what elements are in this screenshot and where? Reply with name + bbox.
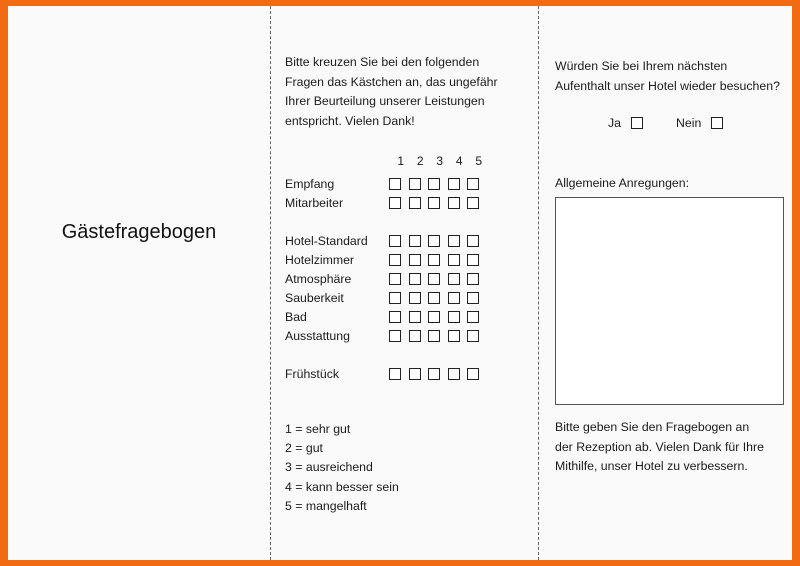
rating-checkbox[interactable]	[448, 254, 460, 266]
legend-item: 2 = gut	[285, 441, 323, 456]
intro-line: Fragen das Kästchen an, das ungefähr	[285, 74, 498, 89]
rating-checkbox[interactable]	[448, 178, 460, 190]
rating-checkbox[interactable]	[428, 311, 440, 323]
rating-legend	[285, 420, 399, 516]
closing-line: der Rezeption ab. Vielen Dank für Ihre	[555, 439, 764, 454]
scale-number: 5	[475, 154, 483, 168]
rating-checkbox[interactable]	[389, 368, 401, 380]
rating-checkbox[interactable]	[409, 178, 421, 190]
criterion-label: Ausstattung	[285, 328, 350, 343]
scale-number: 4	[455, 154, 463, 168]
rating-checkbox[interactable]	[428, 235, 440, 247]
rating-checkbox[interactable]	[409, 292, 421, 304]
question-line: Aufenthalt unser Hotel wieder besuchen?	[555, 78, 780, 93]
rating-checkbox[interactable]	[428, 330, 440, 342]
legend-item: 4 = kann besser sein	[285, 479, 399, 494]
legend-item: 5 = mangelhaft	[285, 498, 367, 513]
rating-row-hotelzimmer	[285, 250, 487, 269]
comments-label: Allgemeine Anregungen:	[555, 176, 689, 190]
rating-checkbox[interactable]	[409, 235, 421, 247]
rating-checkbox[interactable]	[389, 330, 401, 342]
intro-line: Bitte kreuzen Sie bei den folgenden	[285, 55, 480, 69]
rating-checkbox[interactable]	[428, 178, 440, 190]
rating-checkbox[interactable]	[448, 273, 460, 285]
rating-checkbox[interactable]	[409, 254, 421, 266]
rating-checkbox[interactable]	[389, 292, 401, 304]
comments-textbox[interactable]	[555, 197, 784, 405]
criterion-label: Mitarbeiter	[285, 195, 344, 210]
rating-checkbox[interactable]	[389, 197, 401, 209]
closing-text	[555, 418, 790, 477]
rating-checkbox[interactable]	[467, 292, 479, 304]
rating-checkbox[interactable]	[448, 197, 460, 209]
criterion-label: Sauberkeit	[285, 290, 344, 305]
rating-row-empfang	[285, 174, 487, 193]
cover-panel	[8, 6, 270, 560]
rating-checkbox[interactable]	[409, 330, 421, 342]
criterion-label: Frühstück	[285, 366, 339, 381]
legend-item: 1 = sehr gut	[285, 422, 351, 436]
rating-panel	[270, 6, 538, 560]
rating-checkbox[interactable]	[448, 311, 460, 323]
criterion-label: Hotelzimmer	[285, 252, 355, 267]
rating-checkbox[interactable]	[467, 311, 479, 323]
rating-checkbox[interactable]	[467, 368, 479, 380]
rating-checkbox[interactable]	[467, 330, 479, 342]
rating-checkbox[interactable]	[428, 254, 440, 266]
rating-checkbox[interactable]	[448, 368, 460, 380]
rating-checkbox[interactable]	[448, 330, 460, 342]
rating-checkbox[interactable]	[389, 178, 401, 190]
rating-checkbox[interactable]	[448, 235, 460, 247]
rating-checkbox[interactable]	[409, 368, 421, 380]
rating-row-ausstattung	[285, 326, 487, 345]
rating-row-sauberkeit	[285, 288, 487, 307]
rating-checkbox[interactable]	[389, 311, 401, 323]
yes-label: Ja	[608, 116, 621, 130]
intro-line: entspricht. Vielen Dank!	[285, 113, 415, 128]
rating-checkbox[interactable]	[467, 273, 479, 285]
intro-text	[285, 53, 525, 131]
no-label: Nein	[676, 116, 702, 130]
rating-checkbox[interactable]	[467, 235, 479, 247]
closing-line: Mithilfe, unser Hotel zu verbessern.	[555, 459, 748, 473]
feedback-panel	[538, 6, 792, 560]
criterion-label: Hotel-Standard	[285, 233, 368, 248]
criterion-label: Bad	[285, 309, 307, 324]
no-checkbox[interactable]	[711, 117, 723, 129]
rating-checkbox[interactable]	[428, 197, 440, 209]
no-option	[676, 116, 723, 130]
yes-option	[608, 116, 643, 130]
criterion-label: Empfang	[285, 176, 335, 191]
rating-checkbox[interactable]	[428, 273, 440, 285]
rating-checkbox[interactable]	[409, 311, 421, 323]
scale-number: 1	[397, 154, 405, 168]
rating-checkbox[interactable]	[428, 292, 440, 304]
yes-checkbox[interactable]	[631, 117, 643, 129]
rating-checkbox[interactable]	[467, 178, 479, 190]
rating-row-mitarbeiter	[285, 193, 487, 212]
rating-checkbox[interactable]	[389, 235, 401, 247]
rating-checkbox[interactable]	[409, 197, 421, 209]
rating-checkbox[interactable]	[448, 292, 460, 304]
form-title: Gästefragebogen	[61, 221, 217, 243]
rating-row-atmosphaere	[285, 269, 487, 288]
rating-checkbox[interactable]	[389, 254, 401, 266]
revisit-question	[555, 57, 790, 96]
rating-checkbox[interactable]	[409, 273, 421, 285]
rating-checkbox[interactable]	[467, 254, 479, 266]
criterion-label: Atmosphäre	[285, 271, 352, 286]
rating-row-hotel-standard	[285, 231, 487, 250]
rating-row-bad	[285, 307, 487, 326]
rating-checkbox[interactable]	[428, 368, 440, 380]
scale-number: 3	[436, 154, 444, 168]
closing-line: Bitte geben Sie den Fragebogen an	[555, 420, 750, 434]
scale-header	[391, 154, 489, 168]
rating-checkbox[interactable]	[467, 197, 479, 209]
rating-checkbox[interactable]	[389, 273, 401, 285]
scale-number: 2	[416, 154, 424, 168]
question-line: Würden Sie bei Ihrem nächsten	[555, 59, 728, 73]
legend-item: 3 = ausreichend	[285, 460, 373, 475]
intro-line: Ihrer Beurteilung unserer Leistungen	[285, 94, 485, 108]
rating-row-fruehstueck	[285, 364, 487, 383]
